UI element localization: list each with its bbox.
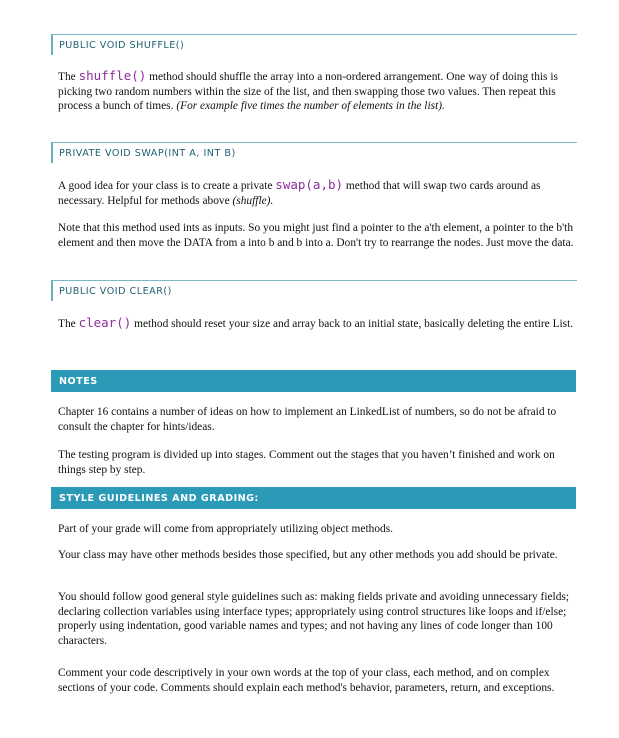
- notes-heading: [51, 370, 576, 392]
- style-paragraph-2: Your class may have other methods besides those specified, but any other methods you add should be private.: [58, 549, 558, 561]
- notes-paragraph-2: The testing program is divided up into stages. Comment out the stages that you haven’t finished and work on things step by step.: [58, 449, 555, 476]
- style-heading: [51, 487, 576, 509]
- swap-code: swap(a,b): [275, 177, 344, 192]
- style-paragraph-1: Part of your grade will come from appropriately utilizing object methods.: [58, 523, 393, 535]
- clear-heading: [51, 280, 577, 301]
- clear-code: clear(): [78, 315, 132, 330]
- notes-paragraph-1: Chapter 16 contains a number of ideas on how to implement an LinkedList of numbers, so do not be afraid to consult the chapter for hints/ideas.: [58, 406, 557, 433]
- shuffle-paragraph: The shuffle() method should shuffle the array into a non-ordered arrangement. One way of doing this is picking two random numbers within the size of the list, and then swapping those two values. Then repeat this process a bunch of times. (For example five times the number of elements in the list).: [58, 68, 558, 112]
- style-paragraph-4: Comment your code descriptively in your own words at the top of your class, each method, and on complex sections of your code. Comments should explain each method's behavior, parameters, return, and exceptions.: [58, 667, 555, 694]
- clear-paragraph: The clear() method should reset your size and array back to an initial state, basically deleting the entire List.: [58, 315, 574, 330]
- style-paragraph-3: You should follow good general style guidelines such as: making fields private and avoiding unnecessary fields; declaring collection variables using interface types; appropriately using control structures like loops and if/else; properly using indentation, good variable names and types; and not having any lines of code longer than 100 characters.: [58, 591, 570, 647]
- swap-heading-text: PRIVATE VOID SWAP(INT A, INT B): [59, 148, 236, 159]
- shuffle-heading-text: PUBLIC VOID SHUFFLE(): [59, 40, 185, 51]
- clear-heading-text: PUBLIC VOID CLEAR(): [59, 286, 172, 297]
- shuffle-heading: [51, 34, 577, 55]
- swap-heading: [51, 142, 577, 163]
- swap-paragraph-1: A good idea for your class is to create a private swap(a,b) method that will swap two cards around as necessary. Helpful for methods above (shuffle).: [58, 177, 541, 207]
- notes-heading-text: NOTES: [59, 376, 98, 387]
- swap-paragraph-2: Note that this method used ints as inputs. So you might just find a pointer to the a'th element, a pointer to the b'th element and then move the DATA from a into b and b into a. Don't try to rearrange the nodes. Just move the data.: [58, 222, 574, 249]
- shuffle-code: shuffle(): [78, 68, 147, 83]
- style-heading-text: STYLE GUIDELINES AND GRADING:: [59, 493, 259, 504]
